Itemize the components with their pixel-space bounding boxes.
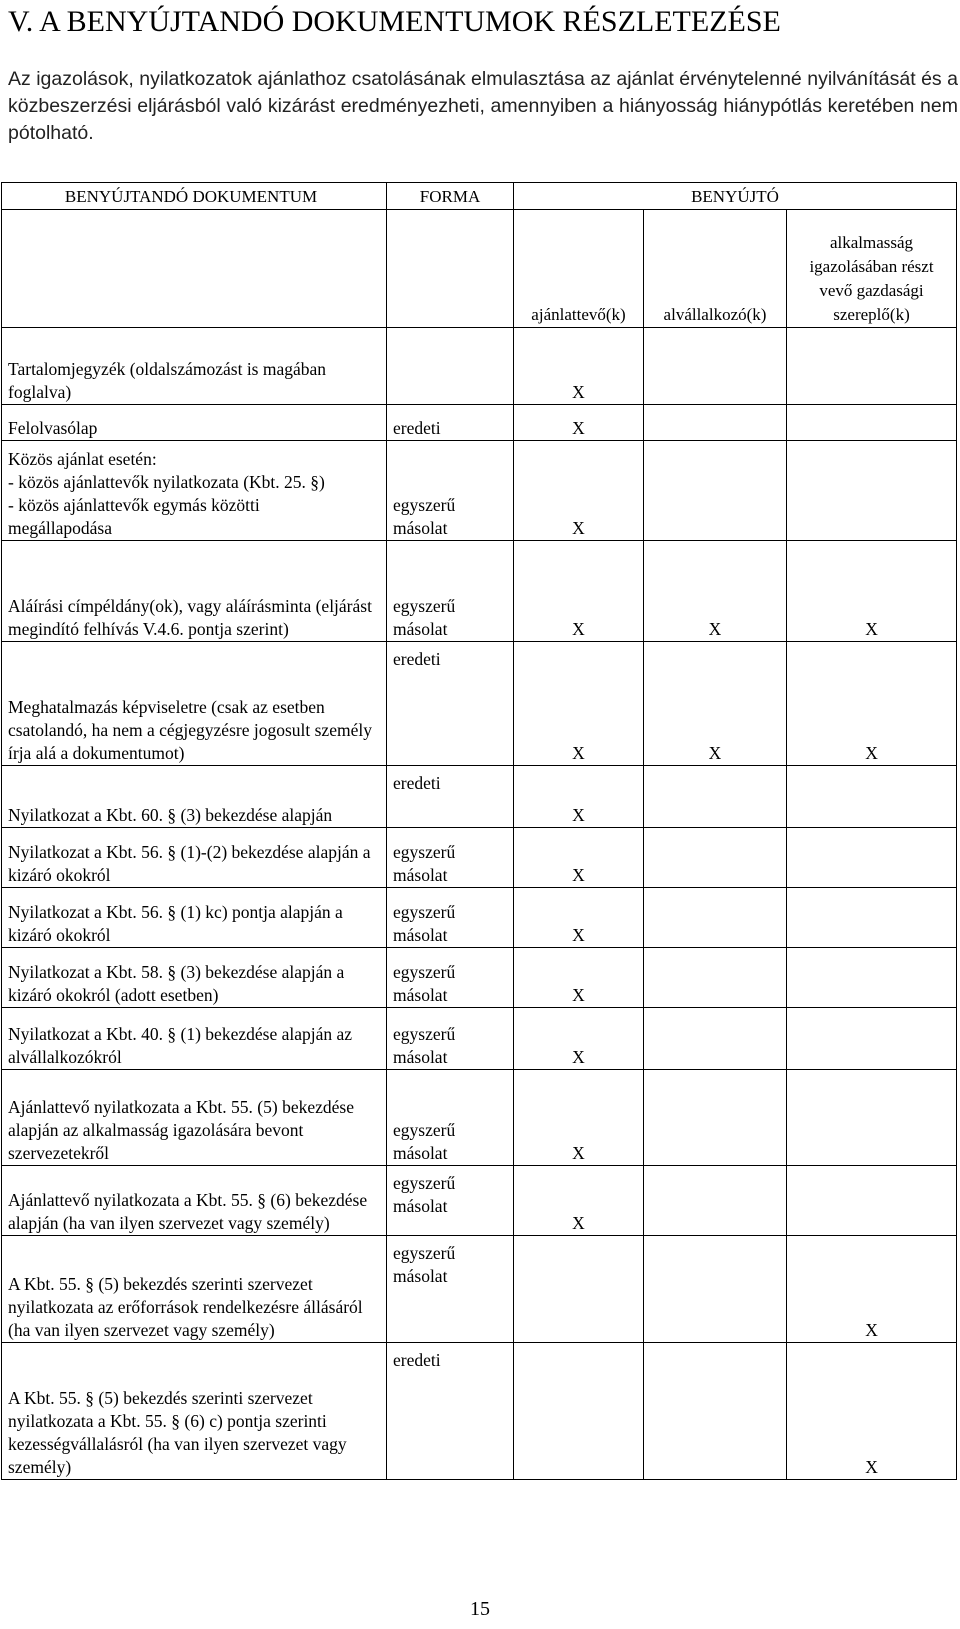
cell-capacity-mark: X [787,1236,957,1343]
table-row [2,948,957,1008]
cell-subcontractor-mark [644,1236,787,1343]
cell-subcontractor-mark [644,328,787,405]
cell-bidder-mark: X [514,441,644,541]
cell-form [387,328,514,405]
form-value: egyszerű másolat [393,1243,456,1286]
cell-bidder-mark: X [514,642,644,766]
cell-form: egyszerű másolat [387,888,514,948]
cell-bidder-mark: X [514,888,644,948]
cell-capacity-mark [787,888,957,948]
cell-capacity-mark: X [787,1343,957,1480]
cell-subcontractor-mark [644,766,787,828]
cell-subcontractor-mark [644,1070,787,1166]
table-row [2,1070,957,1166]
cell-subcontractor-mark [644,405,787,441]
cell-document: Nyilatkozat a Kbt. 56. § (1)-(2) bekezdése alapján a kizáró okokról [2,828,387,888]
cell-bidder-mark: X [514,328,644,405]
header-capacity-provider: alkalmasság igazolásában részt vevő gazdasági szereplő(k) [787,210,957,328]
table-row [2,766,957,828]
cell-document: Ajánlattevő nyilatkozata a Kbt. 55. § (6) bekezdése alapján (ha van ilyen szervezet vagy személy) [2,1166,387,1236]
cell-bidder-mark: X [514,405,644,441]
header-document: BENYÚJTANDÓ DOKUMENTUM [2,183,387,210]
cell-form [387,642,514,766]
cell-capacity-mark [787,405,957,441]
cell-bidder-mark: X [514,1008,644,1070]
cell-form: egyszerű másolat [387,1008,514,1070]
table-row [2,1236,957,1343]
cell-document: Nyilatkozat a Kbt. 60. § (3) bekezdése alapján [2,766,387,828]
cell-bidder-mark [514,1236,644,1343]
cell-subcontractor-mark [644,888,787,948]
header-bidder: ajánlattevő(k) [514,210,644,328]
cell-subcontractor-mark [644,828,787,888]
form-value: eredeti [393,773,441,793]
table-row [2,642,957,766]
cell-capacity-mark [787,1070,957,1166]
form-value: eredeti [393,649,441,669]
cell-form: egyszerű másolat [387,948,514,1008]
cell-document: Tartalomjegyzék (oldalszámozást is magában foglalva) [2,328,387,405]
subheader-empty-form [387,210,514,328]
cell-capacity-mark [787,948,957,1008]
cell-form: eredeti [387,405,514,441]
cell-form: egyszerű másolat [387,541,514,642]
cell-document: Nyilatkozat a Kbt. 40. § (1) bekezdése alapján az alvállalkozókról [2,1008,387,1070]
cell-document: A Kbt. 55. § (5) bekezdés szerinti szervezet nyilatkozata az erőforrások rendelkezésre állásáról (ha van ilyen szervezet vagy személy) [2,1236,387,1343]
cell-capacity-mark [787,1008,957,1070]
cell-form [387,1166,514,1236]
header-subcontractor: alvállalkozó(k) [644,210,787,328]
cell-document: Meghatalmazás képviseletre (csak az esetben csatolandó, ha nem a cégjegyzésre jogosult személy írja alá a dokumentumot) [2,642,387,766]
cell-document: Ajánlattevő nyilatkozata a Kbt. 55. (5) bekezdése alapján az alkalmasság igazolására bevont szervezetekről [2,1070,387,1166]
cell-document: Nyilatkozat a Kbt. 58. § (3) bekezdése alapján a kizáró okokról (adott esetben) [2,948,387,1008]
cell-document: Aláírási címpéldány(ok), vagy aláírásminta (eljárást megindító felhívás V.4.6. pontja szerint) [2,541,387,642]
page-heading: V. A BENYÚJTANDÓ DOKUMENTUMOK RÉSZLETEZÉSE [8,5,781,38]
cell-capacity-mark [787,1166,957,1236]
table-header-row [2,183,957,210]
cell-subcontractor-mark: X [644,642,787,766]
cell-capacity-mark: X [787,541,957,642]
table-row [2,441,957,541]
cell-bidder-mark: X [514,828,644,888]
cell-form: egyszerű másolat [387,441,514,541]
table-subheader-row [2,210,957,328]
cell-subcontractor-mark [644,1166,787,1236]
header-submitter: BENYÚJTÓ [514,183,957,210]
form-value: egyszerű másolat [393,1173,456,1216]
table-row [2,1343,957,1480]
table-row [2,541,957,642]
cell-bidder-mark: X [514,541,644,642]
intro-paragraph: Az igazolások, nyilatkozatok ajánlathoz csatolásának elmulasztása az ajánlat érvénytelenné nyilvánítását és a közbeszerzési eljárásból való kizárást eredményezheti, amennyiben a hiányosság hiánypótlás keretében nem pótolható. [8,68,958,144]
table-row [2,888,957,948]
table-row [2,1008,957,1070]
subheader-empty-document [2,210,387,328]
table-row [2,405,957,441]
cell-bidder-mark: X [514,1166,644,1236]
cell-capacity-mark: X [787,642,957,766]
table-body [2,328,957,1480]
cell-capacity-mark [787,766,957,828]
cell-document: Felolvasólap [2,405,387,441]
cell-form [387,1236,514,1343]
documents-table [1,182,957,1480]
cell-form: egyszerű másolat [387,1070,514,1166]
cell-document: Nyilatkozat a Kbt. 56. § (1) kc) pontja alapján a kizáró okokról [2,888,387,948]
cell-document: A Kbt. 55. § (5) bekezdés szerinti szervezet nyilatkozata a Kbt. 55. § (6) c) pontja szerinti kezességvállalásról (ha van ilyen szervezet vagy személy) [2,1343,387,1480]
cell-subcontractor-mark [644,1008,787,1070]
cell-capacity-mark [787,328,957,405]
table-row [2,1166,957,1236]
cell-bidder-mark: X [514,1070,644,1166]
cell-capacity-mark [787,441,957,541]
table-row [2,828,957,888]
cell-document: Közös ajánlat esetén: - közös ajánlattevők nyilatkozata (Kbt. 25. §) - közös ajánlattevők egymás közötti megállapodása [2,441,387,541]
cell-form [387,1343,514,1480]
cell-bidder-mark [514,1343,644,1480]
page-number: 15 [470,1598,490,1620]
cell-capacity-mark [787,828,957,888]
cell-subcontractor-mark [644,948,787,1008]
cell-form [387,766,514,828]
cell-bidder-mark: X [514,766,644,828]
cell-bidder-mark: X [514,948,644,1008]
form-value: eredeti [393,1350,441,1370]
cell-subcontractor-mark [644,441,787,541]
cell-subcontractor-mark [644,1343,787,1480]
header-form: FORMA [387,183,514,210]
table-row [2,328,957,405]
cell-subcontractor-mark: X [644,541,787,642]
cell-form: egyszerű másolat [387,828,514,888]
